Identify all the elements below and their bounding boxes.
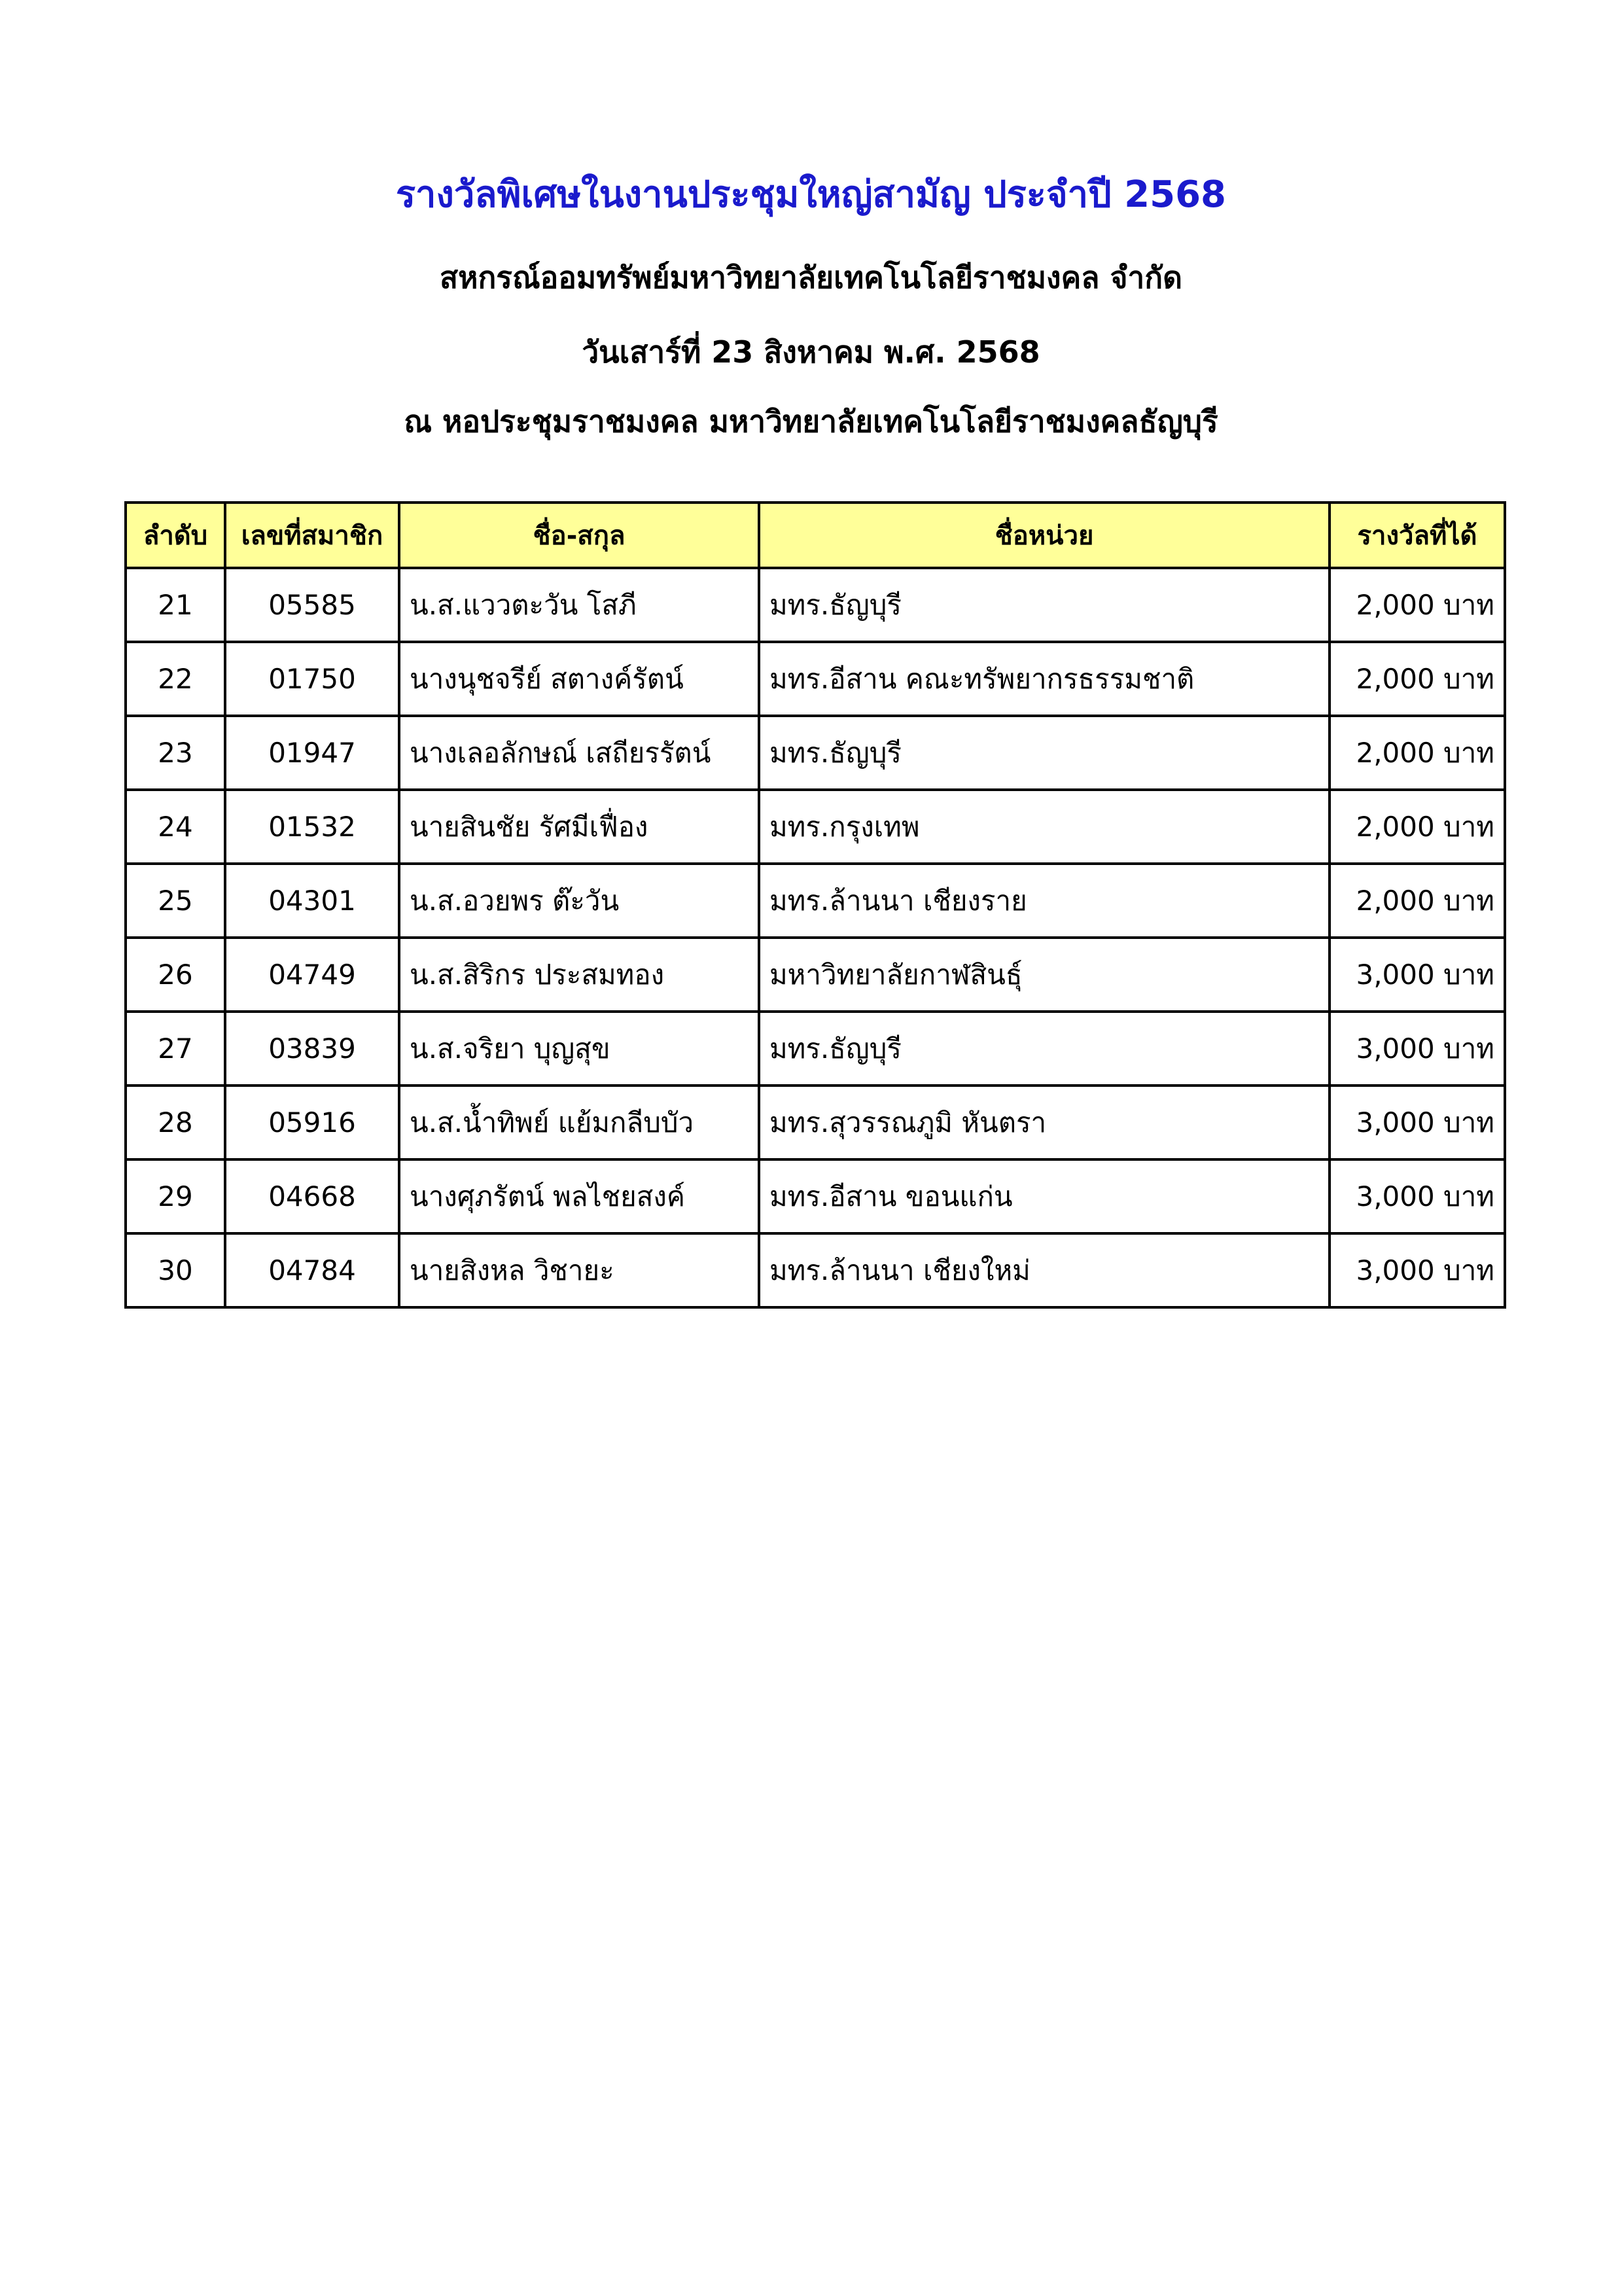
cell-name: นางศุภรัตน์ พลไชยสงค์ [399,1159,759,1233]
cell-unit: มทร.กรุงเทพ [759,790,1330,864]
cell-order: 30 [126,1233,225,1307]
cell-unit: มทร.ธัญบุรี [759,716,1330,790]
cell-unit: มทร.อีสาน ขอนแก่น [759,1159,1330,1233]
cell-name: น.ส.น้ำทิพย์ แย้มกลีบบัว [399,1086,759,1159]
cell-unit: มทร.ธัญบุรี [759,568,1330,642]
cell-order: 29 [126,1159,225,1233]
table-row [126,790,1505,864]
cell-order: 25 [126,864,225,938]
cell-member-id: 05585 [225,568,399,642]
table-row [126,1012,1505,1086]
column-header-name: ชื่อ-สกุล [399,503,759,568]
table-row [126,568,1505,642]
page-title: รางวัลพิเศษในงานประชุมใหญ่สามัญ ประจำปี 2568 [395,173,1227,216]
cell-member-id: 05916 [225,1086,399,1159]
cell-name: น.ส.แววตะวัน โสภี [399,568,759,642]
cell-name: นายสินชัย รัศมีเฟื่อง [399,790,759,864]
column-header-order: ลำดับ [126,503,225,568]
cell-unit: มหาวิทยาลัยกาฬสินธุ์ [759,938,1330,1012]
cell-member-id: 01532 [225,790,399,864]
cell-prize: 2,000 บาท [1330,716,1505,790]
column-header-member-id: เลขที่สมาชิก [225,503,399,568]
cell-order: 23 [126,716,225,790]
cell-name: นายสิงหล วิชายะ [399,1233,759,1307]
cell-prize: 3,000 บาท [1330,938,1505,1012]
cell-order: 26 [126,938,225,1012]
cell-order: 22 [126,642,225,716]
cell-unit: มทร.ล้านนา เชียงใหม่ [759,1233,1330,1307]
cell-prize: 3,000 บาท [1330,1233,1505,1307]
cell-name: น.ส.จริยา บุญสุข [399,1012,759,1086]
cell-member-id: 01947 [225,716,399,790]
column-header-unit: ชื่อหน่วย [759,503,1330,568]
table-header-row [126,503,1505,568]
table-row [126,716,1505,790]
cell-member-id: 03839 [225,1012,399,1086]
cell-prize: 2,000 บาท [1330,864,1505,938]
cell-member-id: 01750 [225,642,399,716]
cell-member-id: 04784 [225,1233,399,1307]
prize-table [124,501,1506,1309]
column-header-prize: รางวัลที่ได้ [1330,503,1505,568]
cell-unit: มทร.อีสาน คณะทรัพยากรธรรมชาติ [759,642,1330,716]
cell-order: 28 [126,1086,225,1159]
cell-unit: มทร.สุวรรณภูมิ หันตรา [759,1086,1330,1159]
table-row [126,642,1505,716]
cell-prize: 3,000 บาท [1330,1159,1505,1233]
organization-name: สหกรณ์ออมทรัพย์มหาวิทยาลัยเทคโนโลยีราชมงคล จำกัด [440,260,1182,295]
cell-prize: 3,000 บาท [1330,1012,1505,1086]
cell-name: นางนุชจรีย์ สตางค์รัตน์ [399,642,759,716]
cell-name: นางเลอลักษณ์ เสถียรรัตน์ [399,716,759,790]
table-row [126,1159,1505,1233]
event-venue: ณ หอประชุมราชมงคล มหาวิทยาลัยเทคโนโลยีราชมงคลธัญบุรี [404,404,1218,439]
cell-unit: มทร.ล้านนา เชียงราย [759,864,1330,938]
cell-order: 24 [126,790,225,864]
table-row [126,1086,1505,1159]
cell-member-id: 04301 [225,864,399,938]
cell-prize: 3,000 บาท [1330,1086,1505,1159]
cell-member-id: 04668 [225,1159,399,1233]
cell-order: 27 [126,1012,225,1086]
cell-prize: 2,000 บาท [1330,642,1505,716]
cell-name: น.ส.สิริกร ประสมทอง [399,938,759,1012]
cell-member-id: 04749 [225,938,399,1012]
cell-order: 21 [126,568,225,642]
table-row [126,1233,1505,1307]
cell-name: น.ส.อวยพร ต๊ะวัน [399,864,759,938]
event-date: วันเสาร์ที่ 23 สิงหาคม พ.ศ. 2568 [582,334,1040,370]
cell-prize: 2,000 บาท [1330,790,1505,864]
table-row [126,938,1505,1012]
table-row [126,864,1505,938]
cell-prize: 2,000 บาท [1330,568,1505,642]
cell-unit: มทร.ธัญบุรี [759,1012,1330,1086]
